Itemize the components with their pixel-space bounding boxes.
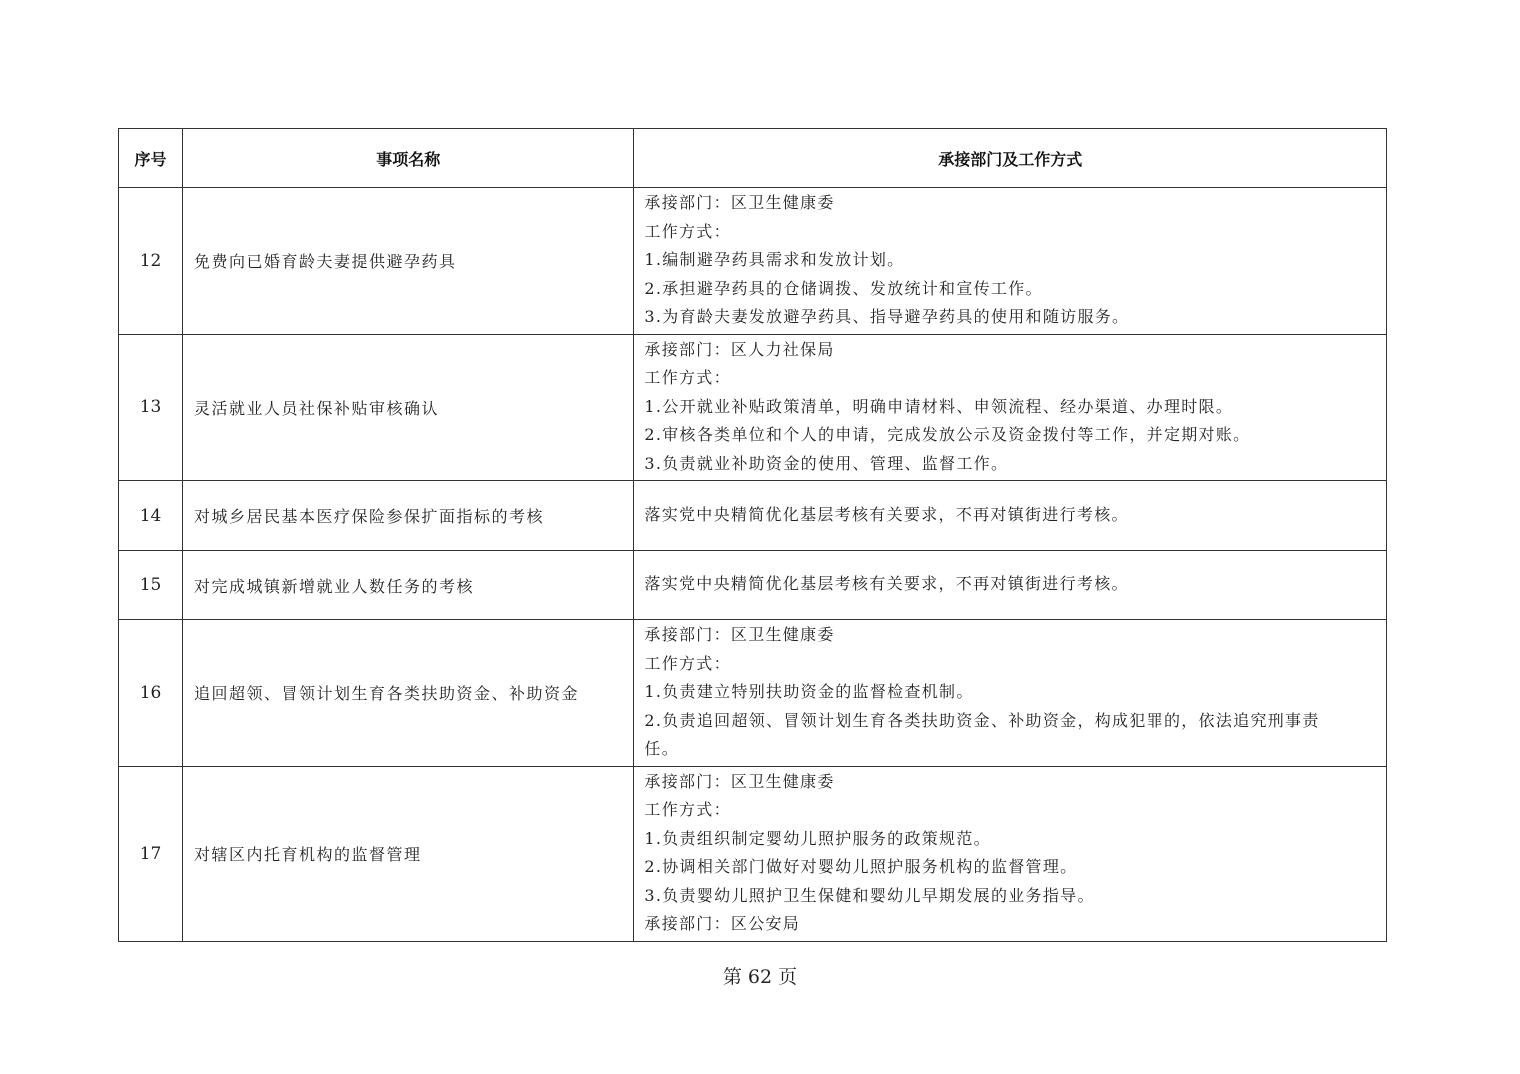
- responsibility-table: [118, 128, 1387, 942]
- department-method-line: 承接部门：区公安局: [644, 914, 801, 933]
- row-department-method: [634, 620, 1387, 767]
- row-serial-number: 17: [119, 766, 183, 941]
- row-item-name: 免费向已婚育龄夫妻提供避孕药具: [183, 188, 634, 335]
- department-method-line: 2.承担避孕药具的仓储调拨、发放统计和宣传工作。: [644, 278, 1043, 298]
- department-method-line: 工作方式：: [644, 368, 731, 387]
- page-number: 第 62 页: [722, 966, 798, 988]
- department-method-line: 1.负责组织制定婴幼儿照护服务的政策规范。: [644, 828, 991, 848]
- table-row: [119, 620, 1387, 767]
- department-method-line: 落实党中央精简优化基层考核有关要求，不再对镇街进行考核。: [644, 574, 1129, 594]
- row-item-name: 对辖区内托育机构的监督管理: [183, 766, 634, 941]
- row-department-method: [634, 766, 1387, 941]
- department-method-line: 落实党中央精简优化基层考核有关要求，不再对镇街进行考核。: [644, 504, 1129, 524]
- table-row: [119, 188, 1387, 335]
- row-item-name: 对城乡居民基本医疗保险参保扩面指标的考核: [183, 481, 634, 551]
- department-method-line: 工作方式：: [644, 800, 731, 819]
- department-method-line: 1.负责建立特别扶助资金的监督检查机制。: [644, 682, 974, 701]
- table-row: [119, 334, 1387, 481]
- department-method-line: 承接部门：区人力社保局: [644, 339, 835, 359]
- header-department-method: 承接部门及工作方式: [634, 129, 1387, 188]
- department-method-line: 3.负责婴幼儿照护卫生保健和婴幼儿早期发展的业务指导。: [644, 885, 1095, 905]
- department-method-line: 2.负责追回超领、冒领计划生育各类扶助资金、补助资金，构成犯罪的，依法追究刑事责: [644, 710, 1320, 730]
- row-department-method: [634, 334, 1387, 481]
- row-serial-number: 14: [119, 481, 183, 551]
- table-body: [119, 188, 1387, 942]
- department-method-line: 承接部门：区卫生健康委: [644, 625, 835, 644]
- row-department-method: [634, 551, 1387, 620]
- department-method-line: 任。: [644, 739, 679, 758]
- department-method-line: 承接部门：区卫生健康委: [644, 193, 835, 212]
- row-serial-number: 13: [119, 334, 183, 481]
- row-item-name: 对完成城镇新增就业人数任务的考核: [183, 551, 634, 620]
- table-header-row: [119, 129, 1387, 188]
- row-serial-number: 16: [119, 620, 183, 767]
- department-method-line: 2.协调相关部门做好对婴幼儿照护服务机构的监督管理。: [644, 857, 1078, 876]
- header-serial-number: 序号: [119, 129, 183, 188]
- table-row: [119, 551, 1387, 620]
- row-item-name: 灵活就业人员社保补贴审核确认: [183, 334, 634, 481]
- table-row: [119, 481, 1387, 551]
- department-method-line: 2.审核各类单位和个人的申请，完成发放公示及资金拨付等工作，并定期对账。: [644, 425, 1251, 444]
- row-department-method: [634, 481, 1387, 551]
- department-method-line: 承接部门：区卫生健康委: [644, 771, 835, 791]
- department-method-line: 工作方式：: [644, 653, 731, 673]
- department-method-line: 工作方式：: [644, 221, 731, 241]
- department-method-line: 1.编制避孕药具需求和发放计划。: [644, 250, 905, 269]
- row-serial-number: 12: [119, 188, 183, 335]
- table-row: [119, 766, 1387, 941]
- row-serial-number: 15: [119, 551, 183, 620]
- row-item-name: 追回超领、冒领计划生育各类扶助资金、补助资金: [183, 620, 634, 767]
- header-item-name: 事项名称: [183, 129, 634, 188]
- department-method-line: 1.公开就业补贴政策清单，明确申请材料、申领流程、经办渠道、办理时限。: [644, 396, 1234, 416]
- department-method-line: 3.负责就业补助资金的使用、管理、监督工作。: [644, 453, 1009, 473]
- department-method-line: 3.为育龄夫妻发放避孕药具、指导避孕药具的使用和随访服务。: [644, 307, 1130, 326]
- row-department-method: [634, 188, 1387, 335]
